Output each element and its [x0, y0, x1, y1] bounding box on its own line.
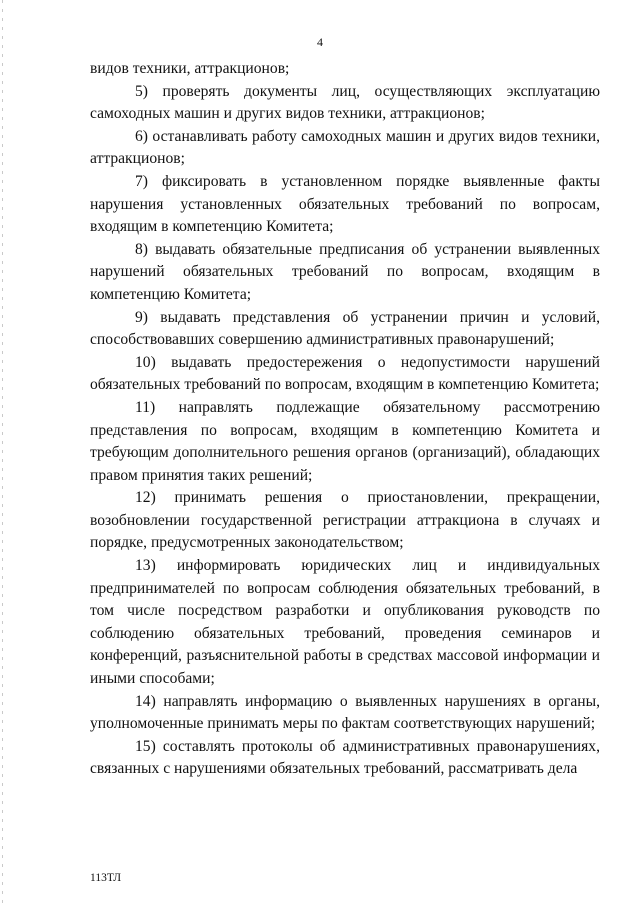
list-item-9: 9) выдавать представления об устранении причин и условий, способствовавших совершению административных правонарушений;: [90, 308, 600, 349]
list-item-5: 5) проверять документы лиц, осуществляющих эксплуатацию самоходных машин и других видов техники, аттракционов;: [90, 82, 600, 123]
list-item-11: 11) направлять подлежащие обязательному рассмотрению представления по вопросам, входящим в компетенцию Комитета и требующим дополнительного решения органов (организаций), обладающих правом принятия таких решений;: [90, 398, 600, 484]
list-item-10: 10) выдавать предостережения о недопустимости нарушений обязательных требований по вопросам, входящим в компетенцию Комитета;: [90, 353, 600, 394]
list-item-15: 15) составлять протоколы об административных правонарушениях, связанных с нарушениями обязательных требований, рассматривать дела: [90, 737, 600, 778]
list-item-13: 13) информировать юридических лиц и индивидуальных предпринимателей по вопросам соблюдения обязательных требований, в том числе посредством разработки и опубликования руководств по соблюдению обязательных требований, проведения семинаров и конференций, разъяснительной работы в средствах массовой информации и иными способами;: [90, 557, 600, 688]
list-item-14: 14) направлять информацию о выявленных нарушениях в органы, уполномоченные принимать меры по фактам соответствующих нарушений;: [90, 692, 600, 733]
footer-document-code: 113ТЛ: [90, 872, 122, 884]
document-body: [90, 58, 600, 781]
list-item-7: 7) фиксировать в установленном порядке выявленные факты нарушения установленных обязательных требований по вопросам, входящим в компетенцию Комитета;: [90, 172, 600, 236]
list-item-6: 6) останавливать работу самоходных машин и других видов техники, аттракционов;: [90, 127, 600, 168]
paragraph-continuation: видов техники, аттракционов;: [90, 60, 290, 77]
scan-edge-mark: [2, 0, 3, 905]
page-number: 4: [317, 35, 323, 49]
list-item-12: 12) принимать решения о приостановлении, прекращении, возобновлении государственной регистрации аттракциона в случаях и порядке, предусмотренных законодательством;: [90, 489, 600, 552]
list-item-8: 8) выдавать обязательные предписания об устранении выявленных нарушений обязательных требований по вопросам, входящим в компетенцию Комитета;: [90, 240, 600, 303]
